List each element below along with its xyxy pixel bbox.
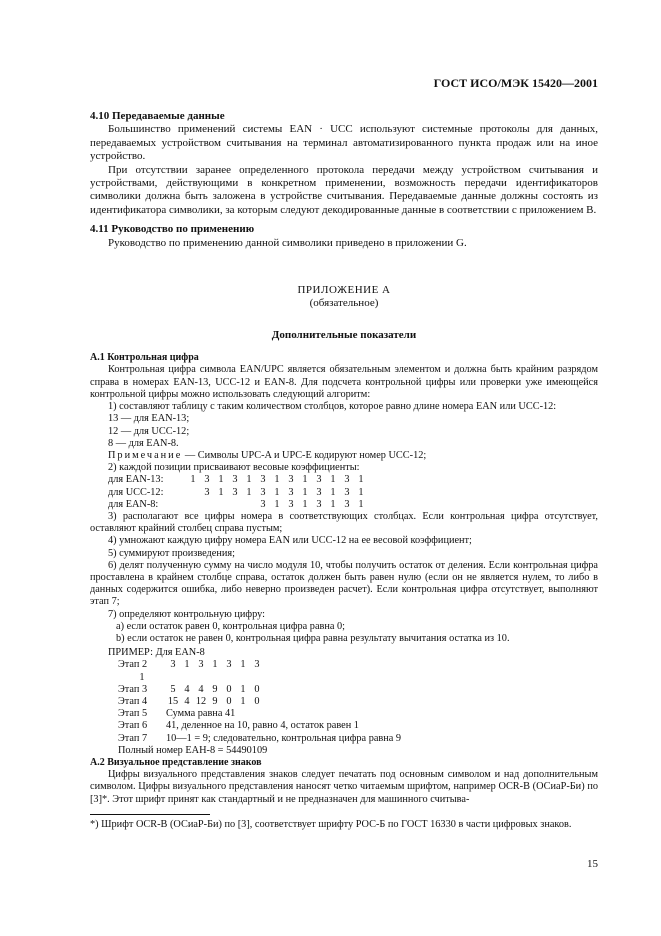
- weights-row: [90, 474, 598, 486]
- section-4-11-heading: 4.11 Руководство по применению: [90, 223, 255, 236]
- weight-cell: 3: [316, 474, 322, 486]
- weight-cell: 1: [330, 498, 336, 510]
- step-7: 7) определяют контрольную цифру:: [108, 608, 265, 620]
- example-cell: [264, 659, 278, 671]
- example-cell: 1: [139, 671, 145, 683]
- example-line: [90, 720, 598, 732]
- weight-cell: 3: [316, 486, 322, 498]
- weight-cell: 1: [218, 474, 224, 486]
- note-label: Примечание: [108, 449, 183, 461]
- example-full-number: Полный номер ЕАН-8 = 54490109: [118, 744, 268, 756]
- weight-cell: 1: [358, 486, 364, 498]
- weight-cell: 3: [260, 498, 266, 510]
- weight-cell: 3: [344, 486, 350, 498]
- weights-label: для UCC-12:: [108, 486, 164, 498]
- section-4-10-heading: 4.10 Передаваемые данные: [90, 110, 225, 122]
- example-step-text: Сумма равна 41: [166, 708, 236, 720]
- weights-row: [90, 487, 598, 499]
- weight-cell: [200, 499, 214, 511]
- weight-cell: 3: [260, 474, 266, 486]
- weight-cell: 1: [358, 498, 364, 510]
- step-3: 3) располагают все цифры номера в соответствующих столбцах. Если контрольная цифра отсутствует, оставляют крайний столбец справа пустым;: [90, 510, 598, 535]
- section-a1-intro: Контрольная цифра символа EAN/UPC является обязательным элементом и должна быть крайним разрядом справа в номерах EAN-13, UCC-12 и EAN-8. Для подсчета контрольной цифры или проверки уже имеющейся контрольной цифры можно использовать следующий алгоритм:: [90, 364, 598, 400]
- weights-label: для EAN-8:: [108, 498, 159, 510]
- example-cell: [278, 696, 318, 708]
- section-a2-heading: А.2 Визуальное представление знаков: [90, 756, 262, 768]
- example-cell: 4: [184, 695, 190, 707]
- example-step-label: Этап 7: [118, 732, 148, 744]
- weight-cell: 1: [302, 486, 308, 498]
- step-7a: а) если остаток равен 0, контрольная цифра равна 0;: [116, 620, 346, 632]
- step-1: 1) составляют таблицу с таким количеством столбцов, которое равно длине номера EAN или UCC-12:: [108, 401, 557, 413]
- example-cell: 4: [184, 683, 190, 695]
- example-cell: 1: [240, 695, 246, 707]
- example-cell: 1: [240, 659, 246, 671]
- example-cell: 12: [195, 695, 207, 707]
- example-row: [90, 684, 598, 696]
- example-row: [90, 696, 598, 708]
- section-4-11-paragraph: Руководство по применению данной символики приведено в приложении G.: [108, 236, 467, 249]
- example-cell: 4: [198, 683, 204, 695]
- note: [90, 450, 598, 462]
- weight-cell: 1: [302, 498, 308, 510]
- example-cell: 3: [170, 659, 176, 671]
- example-cell: 5: [170, 683, 176, 695]
- step-7b: b) если остаток не равен 0, контрольная цифра равна результату вычитания остатка из 10.: [116, 632, 510, 644]
- example-cell: 0: [254, 683, 260, 695]
- step-5: 5) суммируют произведения;: [108, 547, 235, 559]
- footnote: *) Шрифт OCR-B (ОСиаР-Би) по [3], соответствует шрифту РОС-Б по ГОСТ 16330 в части цифровых знаков.: [90, 819, 572, 830]
- example-cell: 3: [254, 659, 260, 671]
- weight-cell: [186, 487, 200, 499]
- weight-cell: 1: [274, 498, 280, 510]
- example-step-label: Этап 5: [118, 708, 148, 720]
- appendix-section-title: Дополнительные показатели: [271, 328, 417, 341]
- weight-cell: 1: [246, 474, 252, 486]
- appendix-subtitle: (обязательное): [309, 297, 379, 310]
- page-number: 15: [587, 858, 598, 870]
- weight-cell: 3: [288, 498, 294, 510]
- weight-cell: 3: [316, 498, 322, 510]
- weight-cell: 3: [344, 498, 350, 510]
- section-a1-heading: А.1 Контрольная цифра: [90, 352, 199, 364]
- appendix-title: ПРИЛОЖЕНИЕ А: [297, 284, 391, 297]
- weight-cell: [228, 499, 242, 511]
- standard-header: ГОСТ ИСО/МЭК 15420—2001: [433, 76, 598, 90]
- example-cell: 3: [198, 659, 204, 671]
- weight-cell: 3: [232, 486, 238, 498]
- example-cell: 0: [226, 695, 232, 707]
- example-cell: 9: [212, 683, 218, 695]
- example-step-label: Этап 4: [118, 695, 148, 707]
- section-a1: [90, 352, 598, 806]
- weight-cell: 1: [274, 474, 280, 486]
- weight-cell: 3: [260, 486, 266, 498]
- example-cell: 1: [212, 659, 218, 671]
- weights-row: [90, 499, 598, 511]
- page-content: [90, 110, 598, 806]
- weight-cell: 3: [344, 474, 350, 486]
- example-step-label: Этап 2: [118, 659, 148, 671]
- step-6: 6) делят полученную сумму на число модуля 10, чтобы получить остаток от деления. Если контрольная цифра проставлена в крайнем столбце справа, остаток должен быть равен нулю (если он не является нулем, то либо в данных содержится ошибка, либо неверно произведен расчет). Если контрольная цифра отсутствует, выполняют этап 7;: [90, 559, 598, 608]
- weight-cell: [186, 499, 200, 511]
- example-line: [90, 708, 598, 720]
- example-cell: 0: [226, 683, 232, 695]
- example-cell: 3: [226, 659, 232, 671]
- example-step-label: Этап 3: [118, 683, 148, 695]
- step-2: 2) каждой позиции присваивают весовые коэффициенты:: [108, 462, 360, 474]
- weight-cell: 1: [246, 486, 252, 498]
- example-cell: [278, 659, 318, 671]
- columns-ean8: 8 — для EAN-8.: [108, 437, 179, 449]
- note-text: — Символы UPC-A и UPC-E кодируют номер UCC-12;: [182, 449, 427, 461]
- weights-label: для EAN-13:: [108, 474, 164, 486]
- weight-cell: [214, 499, 228, 511]
- weight-cell: 1: [330, 486, 336, 498]
- example-cell: [278, 684, 318, 696]
- weight-cell: 1: [190, 474, 196, 486]
- example-cell: 15: [167, 695, 179, 707]
- weight-cell: 1: [302, 474, 308, 486]
- example-title: ПРИМЕР: Для EAN-8: [108, 647, 205, 659]
- weight-cell: 3: [288, 474, 294, 486]
- example-step-text: 10—1 = 9; следовательно, контрольная цифра равна 9: [166, 732, 402, 744]
- example-cell: [264, 684, 278, 696]
- weight-cell: 3: [232, 474, 238, 486]
- example-cell: 1: [184, 659, 190, 671]
- section-4-10-paragraph-1: Большинство применений системы EAN · UCC используют системные протоколы для данных, передаваемых устройством считывания на терминал автоматизированного пункта продаж или на иное устройство.: [90, 123, 598, 163]
- example-line: [90, 733, 598, 745]
- columns-ucc12: 12 — для UCC-12;: [108, 425, 190, 437]
- example-row: [90, 659, 598, 683]
- weight-cell: 1: [358, 474, 364, 486]
- section-4-10-paragraph-2: При отсутствии заранее определенного протокола передачи между устройством считывания и устройствами, действующими в конкретном применении, возможность передачи идентификаторов символики должна быть заложена в устройстве считывания. Передаваемые данные должны состоять из идентификатора символики, за которым следуют декодированные данные в соответствии с приложением В.: [90, 163, 598, 216]
- example-cell: 9: [212, 695, 218, 707]
- section-a2-paragraph: Цифры визуального представления знаков следует печатать под основным символом и над дополнительным символом. Цифры визуального представления наносят четко читаемым шрифтом, например OCR-B (ОСиаР-Би) по [3]*. Этот шрифт принят как стандартный и не предназначен для машинного считыва-: [90, 769, 598, 805]
- weight-cell: [242, 499, 256, 511]
- weight-cell: 1: [274, 486, 280, 498]
- step-4: 4) умножают каждую цифру номера EAN или UCC-12 на ее весовой коэффициент;: [108, 535, 472, 547]
- columns-ean13: 13 — для EAN-13;: [108, 413, 190, 425]
- example-step-label: Этап 6: [118, 720, 148, 732]
- weight-cell: 3: [204, 474, 210, 486]
- weight-cell: 1: [330, 474, 336, 486]
- example-cell: 1: [240, 683, 246, 695]
- weight-cell: 3: [288, 486, 294, 498]
- weight-cell: 3: [204, 486, 210, 498]
- footnote-divider: [90, 814, 210, 815]
- example-step-text: 41, деленное на 10, равно 4, остаток равен 1: [166, 720, 359, 732]
- example-cell: 0: [254, 695, 260, 707]
- weight-cell: 1: [218, 486, 224, 498]
- example-cell: [264, 696, 278, 708]
- weights-table: [90, 474, 598, 511]
